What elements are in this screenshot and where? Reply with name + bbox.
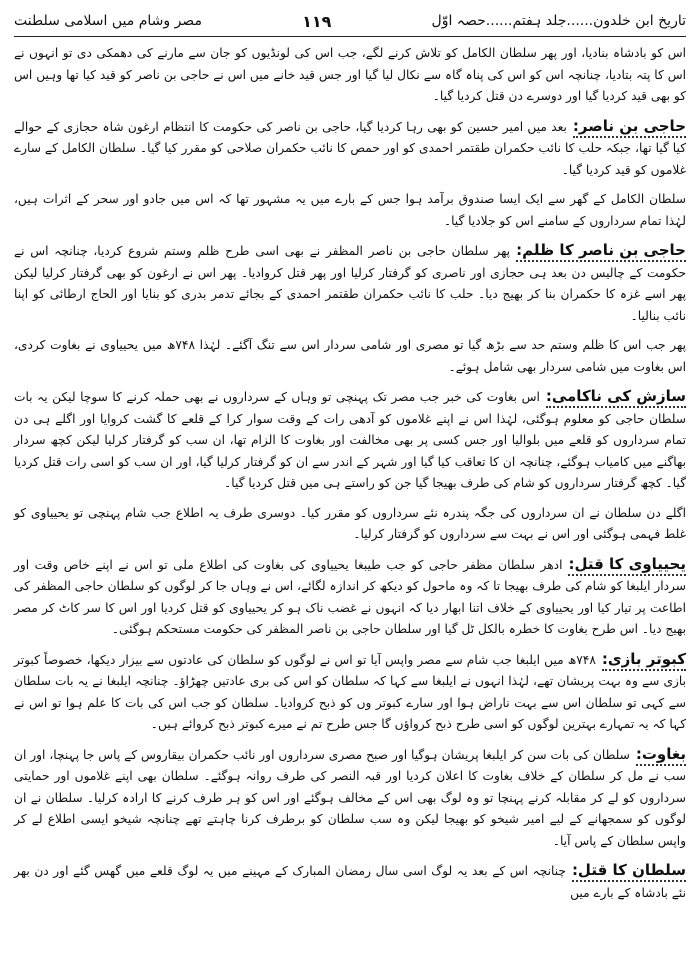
- page-number: ۱۱۹: [302, 11, 332, 31]
- paragraph-text: اگلے دن سلطان نے ان سرداروں کی جگہ پندرہ نئے سرداروں کو مقرر کیا۔ دوسری طرف یہ اطلاع جب شام پہنچی تو یحییاوی کو غلط فہمی ہوگئی اور اس نے بہت سے سرداروں کو گرفتار کرلیا۔: [14, 505, 686, 541]
- section-heading: کبوتر بازی:: [602, 649, 686, 671]
- paragraph: [14, 744, 686, 853]
- paragraph: [14, 649, 686, 736]
- paragraph-text: چنانچہ اس کے بعد یہ لوگ اسی سال رمضان المبارک کے مہینے میں یہ لوگ قلعے میں گھس گئے اور دن بھر نئے بادشاہ کے بارے میں: [14, 864, 686, 900]
- section-heading: یحییاوی کا قتل:: [568, 554, 686, 576]
- paragraph: [14, 43, 686, 108]
- paragraph-text: بعد میں امیر حسین کو بھی رہا کردیا گیا، حاجی بن ناصر کی حکومت کا انتظام ارغون شاہ حجازی کے حوالے کیا گیا تھا، جبکہ حلب کا نائب حکمران طقتمر احمدی کو اور حمص کا نائب حکمران صلاحی کو مقرر کیا گیا۔ سلطان الکامل کے سارے غلاموں کو قید کردیا گیا۔: [14, 119, 686, 177]
- paragraph-text: ادھر سلطان مظفر حاجی کو جب طیبغا یحییاوی کی بغاوت کی اطلاع ملی تو اس نے اپنے خاص وقت اور سردار ایلبغا کو شام کی طرف بھیجا تا کہ وہ ماحول کو دیکھ کر اندازہ لگائے، اس نے وہاں جا کر لوگوں کو سلطان حاجی المظفر کی اطاعت پر تیار کیا اور یحییاوی کے خلاف اتنا ابھار دیا کہ انہوں نے غضب ناک ہو کر یحییاوی کو قتل کردیا اور اس کا سر کاٹ کر مصر بھیج دیا۔ اس طرح بغاوت کا خطرہ بالکل ٹل گیا اور سلطان حاجی بن ناصر المظفر کی حکومت مستحکم ہوگئی۔: [14, 557, 686, 636]
- page-header: [14, 6, 686, 37]
- paragraph: [14, 386, 686, 495]
- paragraph: [14, 240, 686, 327]
- section-heading: سازش کی ناکامی:: [546, 386, 686, 408]
- section-heading: حاجی بن ناصر:: [573, 116, 686, 138]
- page-body: [14, 43, 686, 904]
- paragraph-text: اس بغاوت کی خبر جب مصر تک پہنچی تو وہاں کے سرداروں نے بھی حملہ کرنے کا سوچا لیکن یہ بات سلطان حاجی کو معلوم ہوگئی، لہٰذا اس نے اپنے غلاموں کو آدھی رات کے وقت سوار کرا کے قلعے کا گشت کروایا اور اگلے ہی دن تمام سرداروں کو قلعے میں بلوالیا اور جس کسی پر بھی مخالفت اور بغاوت کا الزام تھا، ان سب کو گرفتار کرلیا لیکن کچھ سردار بھاگنے میں کامیاب ہوگئے، چنانچہ ان کا تعاقب کیا گیا اور شہر کے اندر سے ان کو گرفتار کرلیا گیا، اور ان سب کو اسی رات قتل کردیا گیا۔ کچھ گرفتار سرداروں کو شام کی طرف بھیجا گیا جن کو راستے ہی میں قتل کردیا گیا۔: [14, 390, 686, 490]
- paragraph-text: اس کو بادشاہ بنادیا، اور پھر سلطان الکامل کو تلاش کرنے لگے، جب اس کی لونڈیوں کو جان سے مارنے کی دھمکی دی تو انہوں نے اس کا پتہ بتادیا، چنانچہ اس کو اس کی پناہ گاہ سے نکال لیا گیا اور جس قید خانے میں اس نے حاجی بن ناصر کو قید کیا تھا وہیں اس کو بھی قید کردیا گیا اور دوسرے دن قتل کردیا گیا۔: [14, 46, 686, 103]
- paragraph: [14, 335, 686, 378]
- header-chapter-title: مصر وشام میں اسلامی سلطنت: [14, 13, 202, 29]
- section-heading: حاجی بن ناصر کا ظلم:: [516, 240, 686, 262]
- paragraph: [14, 503, 686, 546]
- paragraph-text: سلطان الکامل کے گھر سے ایک ایسا صندوق برآمد ہوا جس کے بارے میں یہ مشہور تھا کہ اس میں جادو اور سحر کے اثرات ہیں، لہٰذا تمام سرداروں کے سامنے اس کو جلادیا گیا۔: [14, 192, 686, 228]
- section-heading: سلطان کا قتل:: [572, 860, 686, 882]
- paragraph-text: سلطان کی بات سن کر ایلبغا پریشان ہوگیا اور صبح مصری سرداروں اور نائب حکمران بیقاروس کے پاس جا پہنچا، اور ان سب نے مل کر سلطان کے خلاف بغاوت کا اعلان کردیا اور قبہ النصر کی طرف روانہ ہوگئے۔ سلطان بھی اپنے غلاموں اور حمایتی سرداروں کو لے کر مقابلہ کرنے پہنچا تو وہ لوگ بھی اس کے مخالف ہوگئے اور اس کو ہر طرف کرنے کا ارادہ کرلیا۔ سلطان نے ان لوگوں کو سمجھانے کے لیے امیر شیخو کو بھیجا لیکن وہ سب سلطان کو برطرف کرنا چاہتے تھے چنانچہ شیخو ایسی اطلاع لے کر واپس سلطان کے پاس آیا۔: [14, 747, 686, 848]
- paragraph-text: ۷۴۸ھ میں ایلبغا جب شام سے مصر واپس آیا تو اس نے لوگوں کو سلطان کی عادتوں سے بیزار دیکھا، خصوصاً کبوتر بازی سے وہ بہت پریشان تھے، لہٰذا انہوں نے ایلبغا سے کہا کہ سلطان کو اس کی بری عادتیں چھڑاؤ۔ چنانچہ ایلبغا نے یہ بات سلطان سے کہی تو سلطان اس سے بہت ناراض ہوا اور سارے کبوتر وں کو ذبح کروادیا۔ سلطان کو جب اس کی بات کا علم ہوا تو اس نے کہا کہ یہ تمہارے بہترین لوگوں کو اسی طرح ذبح کرواؤں گا جس طرح تم نے میرے کبوتر ذبح کروائے ہیں۔: [14, 652, 686, 731]
- paragraph-text: پھر سلطان حاجی بن ناصر المظفر نے بھی اسی طرح ظلم وستم شروع کردیا، چنانچہ اس نے حکومت کے چالیس دن بعد ہی حجازی اور ناصری کو گرفتار کرلیا اور پھر قتل کروادیا۔ پھر اس نے ارغون کو بھی گرفتار کرلیا لیکن پھر اسے غزہ کا حکمران بنا کر بھیج دیا۔ حلب کا نائب حکمران طقتمر احمدی کے بجائے تدمر بدری کو بنایا اور الحاج ارطائی کو اپنا نائب بنالیا۔: [14, 244, 686, 323]
- section-heading: بغاوت:: [636, 744, 686, 766]
- paragraph-text: پھر جب اس کا ظلم وستم حد سے بڑھ گیا تو مصری اور شامی سردار اس سے تنگ آگئے۔ لہٰذا ۷۴۸ھ میں یحییاوی نے بغاوت کردی، اس بغاوت میں شامی سردار بھی شامل ہوئے۔: [14, 338, 686, 374]
- header-book-title: تاریخ ابن خلدون......جلد ہفتم......حصہ اوّل: [431, 13, 686, 29]
- paragraph: [14, 860, 686, 904]
- paragraph: [14, 554, 686, 641]
- paragraph: [14, 189, 686, 232]
- paragraph: [14, 116, 686, 182]
